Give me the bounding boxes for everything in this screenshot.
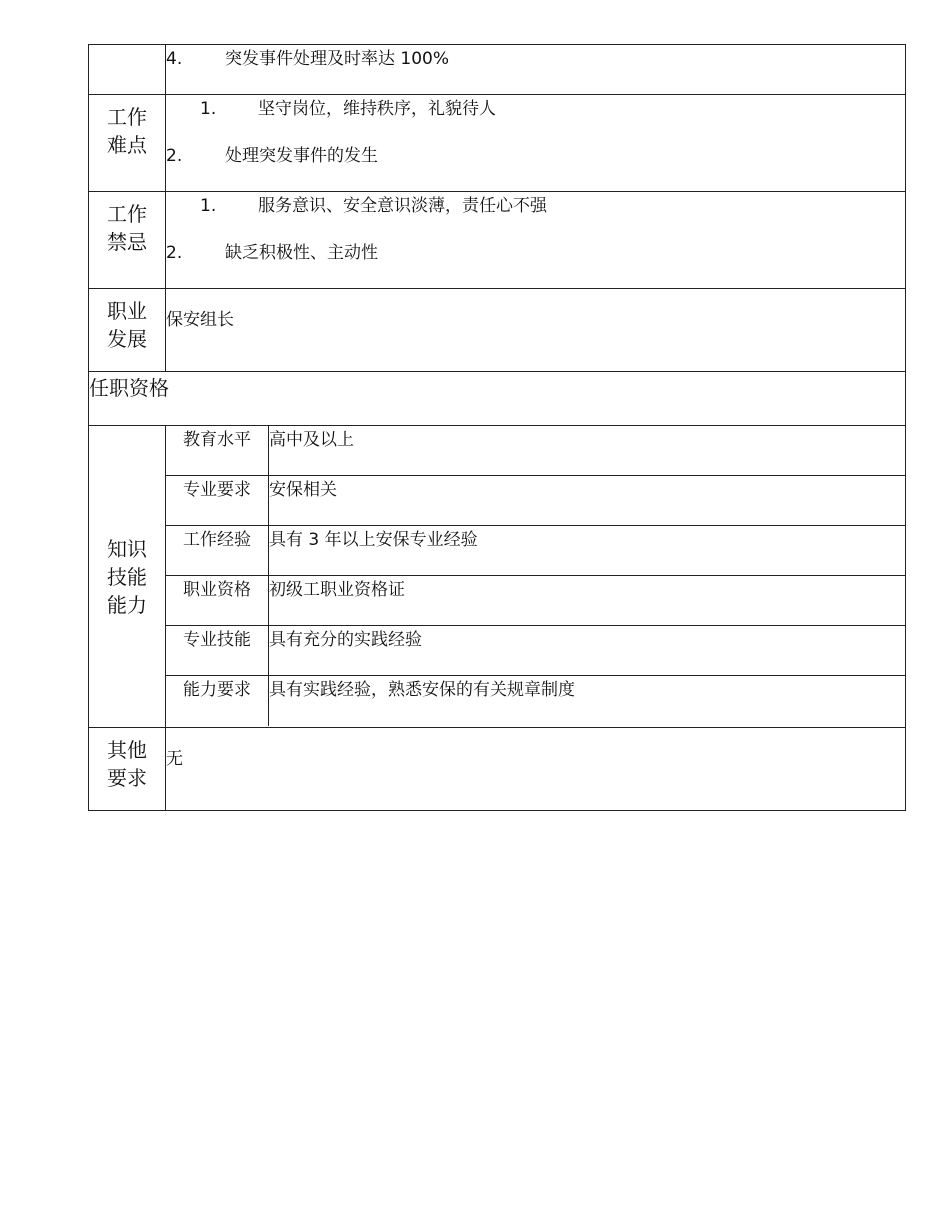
row-other-requirements: [88, 728, 906, 811]
section-title: 任职资格: [88, 372, 906, 426]
qualification-label: 工作经验: [166, 526, 269, 575]
row-label-difficulty: [89, 95, 166, 191]
list-item: [166, 241, 905, 265]
item-text: 缺乏积极性、主动性: [225, 243, 378, 263]
row-content: [166, 192, 905, 288]
list-item: [166, 47, 905, 71]
qualification-label: 教育水平: [166, 426, 269, 475]
job-description-table: [88, 44, 906, 811]
row-performance-continued: [88, 44, 906, 95]
qualification-value: 具有 3 年以上安保专业经验: [269, 530, 478, 550]
qualification-label: 专业技能: [166, 626, 269, 675]
qualification-row: [166, 426, 905, 476]
row-career-development: [88, 289, 906, 372]
row-content: [166, 289, 905, 371]
qualification-value: 高中及以上: [269, 430, 354, 450]
label-line: 工作: [107, 105, 147, 129]
row-label-knowledge: [89, 426, 166, 727]
qualification-label: 职业资格: [166, 576, 269, 625]
label-line: 要求: [107, 766, 147, 790]
row-label-empty: [89, 45, 166, 94]
qualification-row: [166, 576, 905, 626]
row-label-career: [89, 289, 166, 371]
label-line: 能力: [107, 592, 147, 617]
item-text: 突发事件处理及时率达 100%: [225, 49, 450, 69]
other-value: 无: [166, 749, 183, 769]
item-text: 处理突发事件的发生: [225, 146, 378, 166]
label-line: 工作: [107, 202, 147, 226]
qualification-value: 安保相关: [269, 480, 337, 500]
row-label-taboo: [89, 192, 166, 288]
item-text: 服务意识、安全意识淡薄，责任心不强: [258, 196, 547, 216]
label-line: 职业: [107, 299, 147, 323]
row-knowledge-skills: [88, 426, 906, 728]
qualification-label: 专业要求: [166, 476, 269, 525]
label-line: 发展: [107, 327, 147, 351]
list-item: [166, 144, 905, 168]
item-number: 2.: [166, 146, 183, 166]
list-item: [166, 97, 905, 144]
item-number: 4.: [166, 49, 183, 69]
qualification-value: 具有充分的实践经验: [269, 630, 422, 650]
label-line: 其他: [107, 738, 147, 762]
label-line: 知识: [107, 536, 147, 561]
item-number: 1.: [200, 99, 217, 119]
label-line: 难点: [107, 133, 147, 157]
career-value: 保安组长: [166, 310, 234, 330]
qualification-value: 初级工职业资格证: [269, 580, 405, 600]
row-content: [166, 728, 905, 810]
qualification-label: 能力要求: [166, 676, 269, 726]
item-text: 坚守岗位，维持秩序，礼貌待人: [258, 99, 496, 119]
qualification-row: [166, 626, 905, 676]
row-content: [166, 45, 905, 94]
row-work-difficulty: [88, 95, 906, 192]
row-content: [166, 95, 905, 191]
label-line: 技能: [107, 564, 147, 589]
item-number: 2.: [166, 243, 183, 263]
row-work-taboo: [88, 192, 906, 289]
qualification-row: [166, 676, 905, 726]
qualification-list: [166, 426, 905, 727]
item-number: 1.: [200, 196, 217, 216]
qualification-row: [166, 526, 905, 576]
qualification-row: [166, 476, 905, 526]
row-label-other: [89, 728, 166, 810]
list-item: [166, 194, 905, 241]
qualification-value: 具有实践经验，熟悉安保的有关规章制度: [269, 680, 575, 700]
label-line: 禁忌: [107, 230, 147, 254]
